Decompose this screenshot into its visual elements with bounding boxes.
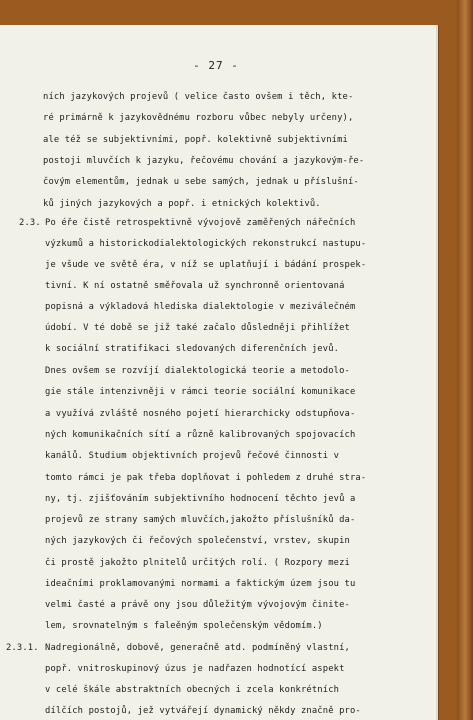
text-line: Dnes ovšem se rozvíjí dialektologická teorie a metodolo-	[45, 366, 350, 376]
text-line: popisná a výkladová hlediska dialektologie v meziválečném	[45, 302, 356, 312]
text-line: výzkumů a historickodialektologických rekonstrukcí nastupu-	[45, 239, 367, 249]
text-line: kanálů. Studium objektivních projevů řečové činnosti v	[45, 451, 340, 461]
section-number: 2.3.1.	[6, 643, 39, 653]
text-line: lem, srovnatelným s faleěným společenským vědomím.)	[45, 621, 323, 631]
body-text	[0, 25, 438, 720]
text-line: dílčích postojů, jež vytvářejí dynamický někdy značně pro-	[45, 706, 361, 716]
text-line: či prostě jakožto plnitelů určitých rolí. ( Rozpory mezi	[45, 558, 350, 568]
text-line: ných komunikačních sítí a různě kalibrovaných spojovacích	[45, 430, 356, 440]
text-line: čovým elementům, jednak u sebe samých, jednak u příslušní-	[43, 177, 359, 187]
text-line: ny, tj. zjišťováním subjektivního hodnocení těchto jevů a	[45, 494, 356, 504]
binding-edge	[457, 0, 473, 720]
page-number: - 27 -	[193, 59, 239, 72]
text-line: k sociální stratifikaci sledovaných diferenčních jevů.	[45, 344, 340, 354]
text-line: ale též se subjektivními, popř. kolektivně subjektivními	[43, 135, 348, 145]
text-line: ních jazykových projevů ( velice často ovšem i těch, kte-	[43, 92, 354, 102]
text-line: Po éře čistě retrospektivně vývojově zaměřených nářečních	[45, 218, 356, 228]
section-number: 2.3.	[19, 218, 41, 228]
text-line: popř. vnitroskupinový úzus je nadřazen hodnotící aspekt	[45, 664, 345, 674]
text-line: velmi časté a právě ony jsou důležitým vývojovým činite-	[45, 600, 350, 610]
text-line: Nadregionálně, dobově, generačně atd. podmíněný vlastní,	[45, 643, 350, 653]
text-line: ré primárně k jazykovědnému rozboru vůbec nebyly určeny),	[43, 113, 354, 123]
text-line: ideačními proklamovanými normami a faktickým územ jsou tu	[45, 579, 356, 589]
text-line: ků jiných jazykových a popř. i etnických kolektivů.	[43, 199, 321, 209]
text-line: a využívá zvláště nosného pojetí hierarchicky odstupňova-	[45, 409, 356, 419]
text-line: postoji mluvčích k jazyku, řečovému chování a jazykovým-ře-	[43, 156, 365, 166]
text-line: tomto rámci je pak třeba doplňovat i pohledem z druhé stra-	[45, 473, 367, 483]
text-line: projevů ze strany samých mluvčích,jakožto příslušníků da-	[45, 515, 356, 525]
text-line: údobí. V té době se již také začalo důsledněji přihlížet	[45, 323, 350, 333]
text-line: ných jazykových či řečových společenství, vrstev, skupin	[45, 536, 350, 546]
text-line: gie stále intenzivněji v rámci teorie sociální komunikace	[45, 387, 356, 397]
text-line: tivní. K ní ostatně směřovala už synchronně orientovaná	[45, 281, 345, 291]
text-line: v celé škále abstraktních obecných i zcela konkrétních	[45, 685, 340, 695]
text-line: je všude ve světě éra, v níž se uplatňují i bádání prospek-	[45, 260, 367, 270]
document-page	[0, 25, 438, 720]
